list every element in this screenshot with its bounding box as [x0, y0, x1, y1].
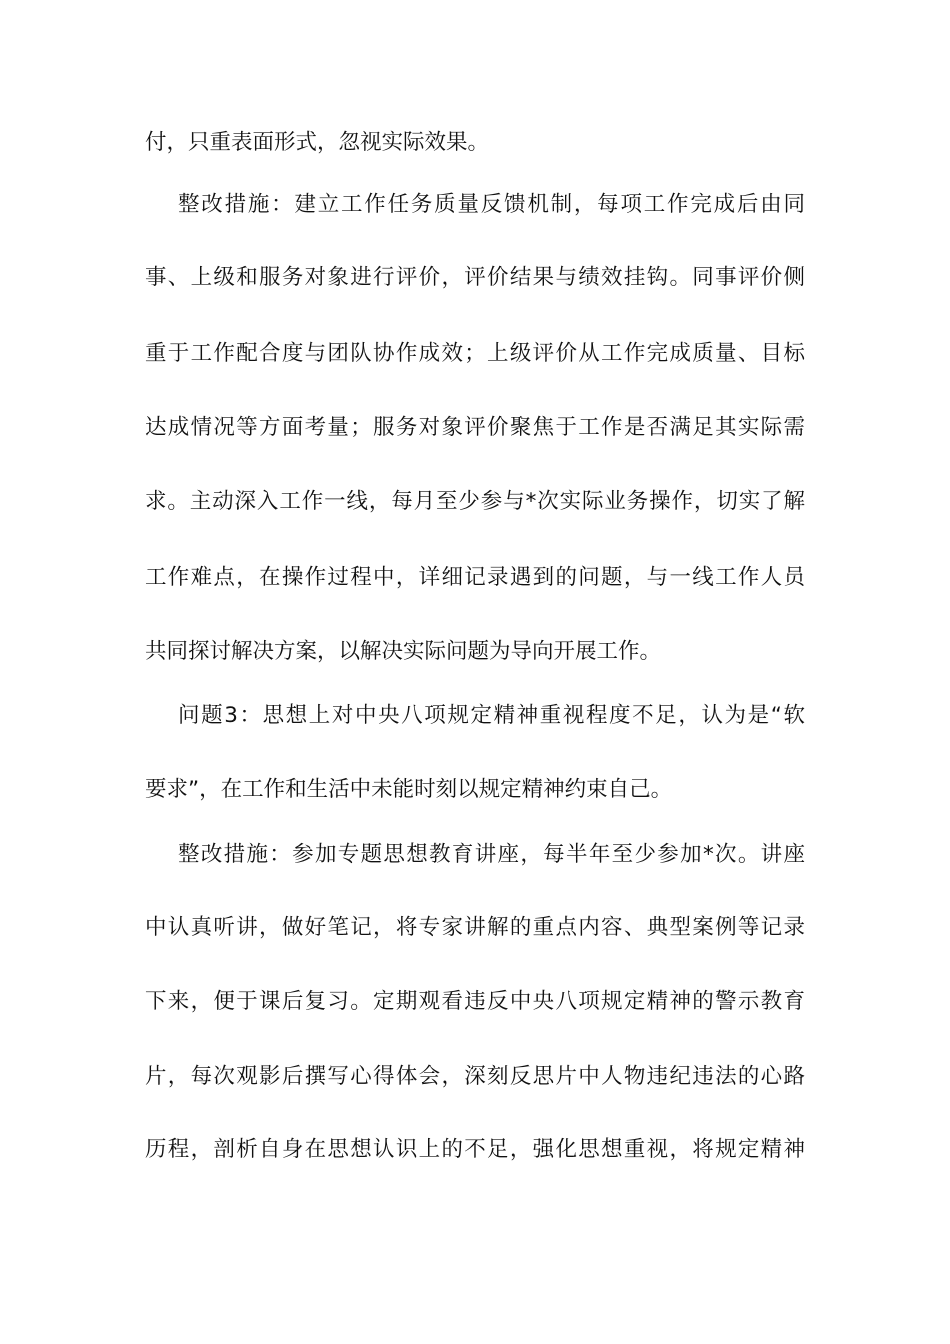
paragraph-line: 历程，剖析自身在思想认识上的不足，强化思想重视，将规定精神: [145, 1137, 805, 1162]
paragraph-line: 要求”，在工作和生活中未能时刻以规定精神约束自己。: [145, 777, 673, 802]
paragraph-line: 整改措施：参加专题思想教育讲座，每半年至少参加*次。讲座: [178, 842, 805, 867]
paragraph-line: 工作难点，在操作过程中，详细记录遇到的问题，与一线工作人员: [145, 565, 805, 590]
paragraph-line: 达成情况等方面考量；服务对象评价聚焦于工作是否满足其实际需: [145, 415, 805, 440]
paragraph-line: 中认真听讲，做好笔记，将专家讲解的重点内容、典型案例等记录: [145, 915, 805, 940]
paragraph-line: 事、上级和服务对象进行评价，评价结果与绩效挂钩。同事评价侧: [145, 265, 805, 290]
paragraph-line: 问题3：思想上对中央八项规定精神重视程度不足，认为是“软: [178, 703, 805, 728]
paragraph-line: 求。主动深入工作一线，每月至少参与*次实际业务操作，切实了解: [145, 489, 805, 514]
paragraph-line: 整改措施：建立工作任务质量反馈机制，每项工作完成后由同: [178, 192, 805, 217]
paragraph-line: 付，只重表面形式，忽视实际效果。: [145, 130, 490, 155]
paragraph-line: 片，每次观影后撰写心得体会，深刻反思片中人物违纪违法的心路: [145, 1064, 805, 1089]
paragraph-line: 共同探讨解决方案，以解决实际问题为导向开展工作。: [145, 639, 662, 664]
paragraph-line: 重于工作配合度与团队协作成效；上级评价从工作完成质量、目标: [145, 341, 805, 366]
paragraph-line: 下来，便于课后复习。定期观看违反中央八项规定精神的警示教育: [145, 989, 805, 1014]
